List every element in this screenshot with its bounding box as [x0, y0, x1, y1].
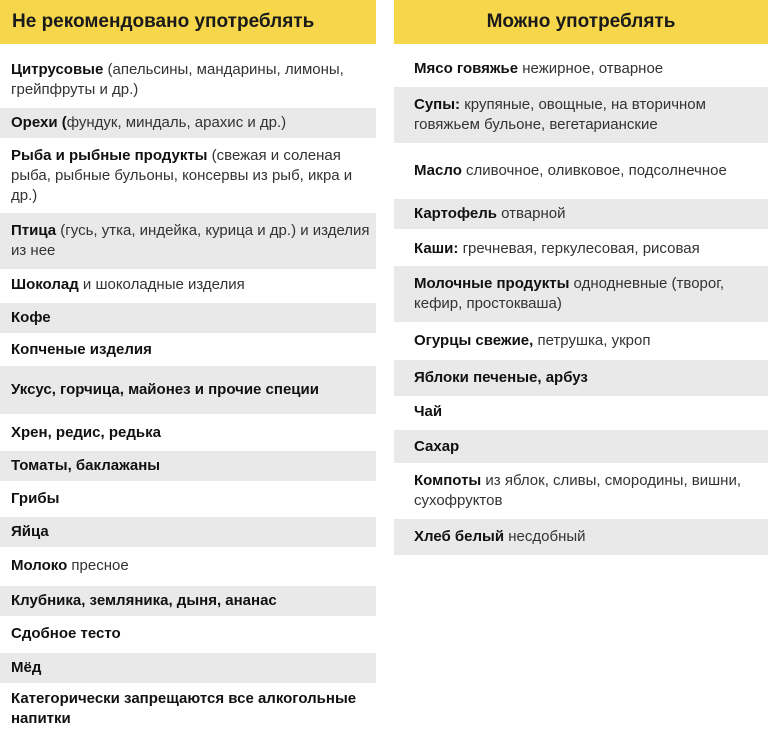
- not-recommended-item-detail: (свежая и соленая рыба, рыбные бульоны, консервы из рыб, икра и др.): [11, 147, 353, 204]
- not-recommended-item-bold: Уксус, горчица, майонез и прочие специи: [11, 381, 319, 398]
- not-recommended-item-text: [11, 489, 59, 509]
- allowed-item-bold: Картофель: [414, 205, 497, 222]
- allowed-item-detail: отварной: [496, 205, 566, 222]
- allowed-column: [394, 0, 768, 545]
- allowed-item-bold: Компоты: [414, 472, 482, 489]
- not-recommended-item-detail: пресное: [67, 557, 129, 574]
- not-recommended-item-bold: Рыба и рыбные продукты: [11, 147, 208, 164]
- not-recommended-item-text: [11, 146, 370, 206]
- not-recommended-item: [0, 517, 376, 547]
- allowed-item-detail: гречневая, геркулесовая, рисовая: [458, 239, 700, 257]
- allowed-item-bold: Молочные продукты: [414, 275, 570, 292]
- not-recommended-item-text: [11, 60, 370, 100]
- not-recommended-item-text: [11, 591, 277, 611]
- not-recommended-item-text: [11, 275, 245, 295]
- not-recommended-item: [0, 586, 376, 616]
- not-recommended-item: [0, 684, 376, 734]
- allowed-item: [394, 266, 768, 322]
- not-recommended-item-bold: Птица: [11, 222, 57, 239]
- allowed-item-text: [414, 402, 442, 422]
- allowed-item-detail: из яблок, сливы, смородины, вишни, сухофруктов: [414, 472, 741, 509]
- allowed-header: Можно употреблять: [394, 0, 768, 44]
- allowed-item-detail: однодневные (творог, кефир, простокваша): [414, 275, 725, 312]
- allowed-item-text: [414, 274, 762, 314]
- allowed-item-text: [414, 331, 650, 351]
- allowed-item: [394, 360, 768, 396]
- allowed-item-detail: крупяные, овощные, на вторичном говяжьем бульоне, вегетарианские: [414, 96, 706, 133]
- not-recommended-item: [0, 108, 376, 138]
- allowed-item-text: [414, 161, 727, 181]
- not-recommended-item-text: [11, 423, 161, 443]
- not-recommended-column: [0, 0, 376, 727]
- allowed-item-bold: Сахар: [414, 437, 460, 455]
- not-recommended-item-bold: Грибы: [11, 490, 60, 507]
- not-recommended-item: [0, 619, 376, 649]
- not-recommended-item: [0, 551, 376, 581]
- not-recommended-item: [0, 270, 376, 300]
- allowed-item: [394, 199, 768, 229]
- not-recommended-item-bold: Молоко: [11, 557, 68, 574]
- allowed-item-text: [414, 437, 459, 457]
- not-recommended-item-text: [11, 456, 160, 476]
- allowed-item-bold: Супы:: [414, 96, 461, 113]
- not-recommended-item-text: [11, 658, 41, 678]
- allowed-item: [394, 430, 768, 463]
- not-recommended-item-text: [11, 113, 286, 133]
- allowed-item: [394, 143, 768, 199]
- allowed-item: [394, 519, 768, 555]
- not-recommended-item: [0, 303, 376, 333]
- allowed-item-bold: Мясо говяжье: [414, 60, 519, 77]
- allowed-item-detail: петрушка, укроп: [533, 332, 651, 349]
- not-recommended-item-bold: Категорически запрещаются все алкогольные напитки: [11, 690, 357, 727]
- allowed-item-text: [414, 471, 762, 511]
- allowed-item-detail: нежирное, отварное: [518, 60, 664, 77]
- not-recommended-item-detail: (гусь, утка, индейка, курица и др.) и изделия из нее: [11, 222, 370, 259]
- not-recommended-item-text: [11, 308, 51, 328]
- not-recommended-item: [0, 336, 376, 364]
- not-recommended-item-text: [11, 689, 370, 729]
- not-recommended-item-text: [11, 522, 49, 542]
- not-recommended-item-bold: Шоколад: [11, 276, 79, 293]
- not-recommended-item-text: [11, 380, 319, 400]
- allowed-item-detail: несдобный: [504, 528, 586, 545]
- not-recommended-item-bold: Хрен, редис, редька: [11, 424, 161, 441]
- not-recommended-item: [0, 653, 376, 683]
- allowed-item-text: [414, 368, 588, 388]
- not-recommended-item: [0, 484, 376, 514]
- allowed-item-text: [414, 204, 566, 224]
- allowed-item-bold: Огурцы свежие,: [414, 332, 534, 349]
- not-recommended-item: [0, 213, 376, 269]
- not-recommended-item: [0, 451, 376, 481]
- not-recommended-item-bold: Орехи (: [11, 114, 67, 131]
- allowed-item-text: [414, 239, 700, 259]
- not-recommended-item-text: [11, 221, 370, 261]
- not-recommended-item-bold: Сдобное тесто: [11, 625, 121, 642]
- not-recommended-item-text: [11, 340, 152, 360]
- allowed-item: [394, 52, 768, 86]
- not-recommended-item-detail: фундук, миндаль, арахис и др.): [66, 114, 287, 131]
- not-recommended-item-bold: Цитрусовые: [11, 61, 104, 78]
- allowed-item: [394, 232, 768, 265]
- allowed-item-bold: Каши:: [414, 239, 459, 257]
- not-recommended-item-text: [11, 556, 129, 576]
- allowed-item: [394, 87, 768, 143]
- not-recommended-item-bold: Клубника, земляника, дыня, ананас: [11, 592, 277, 609]
- allowed-item-text: [414, 527, 586, 547]
- not-recommended-item: [0, 366, 376, 414]
- allowed-item-text: [414, 59, 663, 79]
- allowed-item-bold: Чай: [414, 403, 443, 420]
- allowed-item: [394, 397, 768, 427]
- allowed-item-bold: Яблоки печеные, арбуз: [414, 369, 588, 386]
- not-recommended-item: [0, 52, 376, 108]
- not-recommended-item-bold: Томаты, баклажаны: [11, 457, 161, 474]
- allowed-item-bold: Хлеб белый: [414, 528, 505, 545]
- not-recommended-item-bold: Мёд: [11, 659, 42, 676]
- allowed-item-text: [414, 95, 762, 135]
- not-recommended-item-bold: Кофе: [11, 309, 51, 326]
- not-recommended-item-text: [11, 624, 121, 644]
- allowed-item: [394, 324, 768, 358]
- not-recommended-item-bold: Копченые изделия: [11, 341, 152, 358]
- not-recommended-item-detail: (апельсины, мандарины, лимоны, грейпфруты и др.): [11, 61, 344, 98]
- not-recommended-item-detail: и шоколадные изделия: [78, 276, 245, 293]
- not-recommended-item: [0, 141, 376, 211]
- not-recommended-item: [0, 418, 376, 448]
- allowed-item-detail: сливочное, оливковое, подсолнечное: [461, 162, 727, 179]
- allowed-item-bold: Масло: [414, 162, 462, 179]
- allowed-item: [394, 463, 768, 519]
- not-recommended-header: Не рекомендовано употреблять: [0, 0, 376, 44]
- not-recommended-item-bold: Яйца: [11, 523, 49, 540]
